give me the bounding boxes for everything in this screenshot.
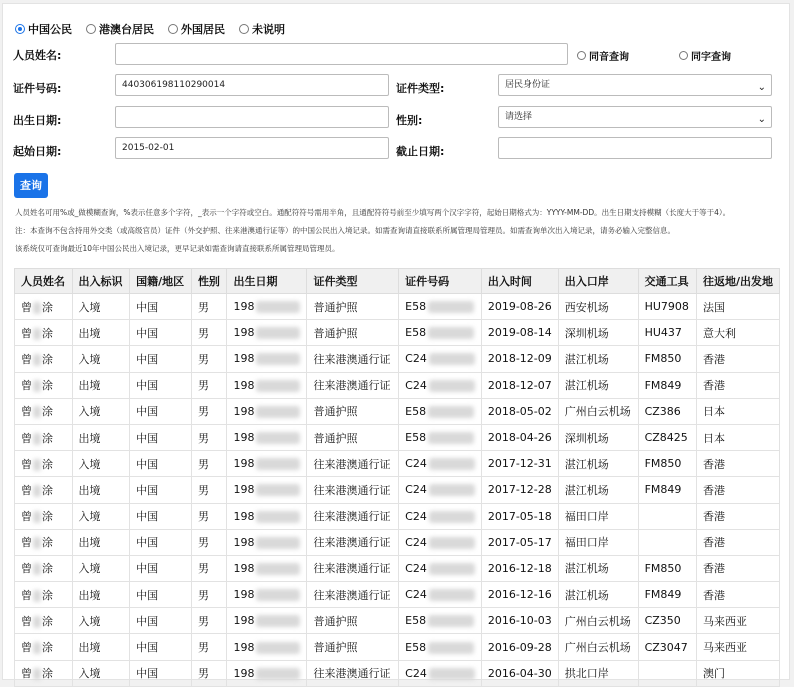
cell-birth-date: 198 <box>227 320 307 346</box>
cell-gender: 男 <box>191 424 227 450</box>
cell-id-type: 往来港澳通行证 <box>307 582 399 608</box>
col-header-birth-date: 出生日期 <box>227 269 307 294</box>
cell-id-number: C24 <box>399 372 482 398</box>
cell-destination: 香港 <box>696 477 779 503</box>
table-row[interactable] <box>15 634 780 660</box>
table-header-row <box>15 269 780 294</box>
cell-birth-date: 198 <box>227 634 307 660</box>
name-input[interactable] <box>115 43 568 65</box>
cell-transport: CZ386 <box>638 398 696 424</box>
fuzzy-search-note: 人员姓名可用%或_做模糊查询，%表示任意多个字符，_表示一个字符或空白。通配符符号需用半角，且通配符符号前至少填写两个汉字字符，起始日期格式为：YYYY-MM-DD。出生日期支持模糊（长度大于等于4）。 <box>15 208 731 217</box>
cell-transport: FM850 <box>638 451 696 477</box>
cell-name: 曾 涂 <box>15 320 73 346</box>
table-row[interactable] <box>15 372 780 398</box>
cell-time: 2017-05-17 <box>481 529 558 555</box>
cell-time: 2016-09-28 <box>481 634 558 660</box>
cell-port: 广州白云机场 <box>558 608 638 634</box>
cell-name: 曾 涂 <box>15 582 73 608</box>
cell-name: 曾 涂 <box>15 529 73 555</box>
cell-name: 曾 涂 <box>15 660 73 686</box>
cell-nationality: 中国 <box>130 660 192 686</box>
cell-gender: 男 <box>191 372 227 398</box>
cell-transport: FM850 <box>638 555 696 581</box>
cell-time: 2016-10-03 <box>481 608 558 634</box>
cell-birth-date: 198 <box>227 555 307 581</box>
cell-direction: 入境 <box>72 503 130 529</box>
cell-name: 曾 涂 <box>15 503 73 529</box>
cell-name: 曾 涂 <box>15 608 73 634</box>
homophone-option[interactable]: 同音查询 <box>577 48 629 63</box>
cell-time: 2016-12-16 <box>481 582 558 608</box>
end-date-input[interactable] <box>498 137 772 159</box>
table-row[interactable] <box>15 424 780 450</box>
cell-port: 拱北口岸 <box>558 660 638 686</box>
cell-nationality: 中国 <box>130 424 192 450</box>
cell-port: 湛江机场 <box>558 451 638 477</box>
end-date-label: 截止日期: <box>396 145 445 158</box>
cell-port: 福田口岸 <box>558 503 638 529</box>
birth-date-input[interactable] <box>115 106 389 128</box>
cell-destination: 马来西亚 <box>696 608 779 634</box>
cell-nationality: 中国 <box>130 555 192 581</box>
cell-transport <box>638 529 696 555</box>
cell-time: 2018-12-09 <box>481 346 558 372</box>
cell-name: 曾 涂 <box>15 294 73 320</box>
nationality-radio-group <box>15 21 299 37</box>
cell-nationality: 中国 <box>130 451 192 477</box>
cell-direction: 入境 <box>72 660 130 686</box>
cell-birth-date: 198 <box>227 424 307 450</box>
radio-unchecked-icon <box>239 24 249 34</box>
cell-birth-date: 198 <box>227 477 307 503</box>
cell-port: 湛江机场 <box>558 372 638 398</box>
cell-direction: 入境 <box>72 346 130 372</box>
gender-select[interactable]: 请选择 ⌄ <box>498 106 772 128</box>
cell-id-number: C24 <box>399 503 482 529</box>
cell-time: 2018-04-26 <box>481 424 558 450</box>
cell-id-number: E58 <box>399 424 482 450</box>
cell-name: 曾 涂 <box>15 424 73 450</box>
col-header-id-type: 证件类型 <box>307 269 399 294</box>
cell-gender: 男 <box>191 529 227 555</box>
cell-birth-date: 198 <box>227 398 307 424</box>
cell-destination: 香港 <box>696 503 779 529</box>
cell-direction: 出境 <box>72 634 130 660</box>
radio-checked-icon <box>15 24 25 34</box>
cell-id-type: 普通护照 <box>307 608 399 634</box>
cell-time: 2018-12-07 <box>481 372 558 398</box>
cell-birth-date: 198 <box>227 294 307 320</box>
table-row[interactable] <box>15 346 780 372</box>
cell-port: 湛江机场 <box>558 555 638 581</box>
cell-direction: 出境 <box>72 372 130 398</box>
cell-name: 曾 涂 <box>15 555 73 581</box>
birth-date-label: 出生日期: <box>13 114 62 127</box>
col-header-time: 出入时间 <box>481 269 558 294</box>
col-header-id-number: 证件号码 <box>399 269 482 294</box>
cell-nationality: 中国 <box>130 477 192 503</box>
query-panel <box>2 3 790 680</box>
cell-id-type: 往来港澳通行证 <box>307 555 399 581</box>
cell-id-number: E58 <box>399 398 482 424</box>
table-row[interactable] <box>15 660 780 686</box>
cell-transport: FM850 <box>638 346 696 372</box>
cell-port: 深圳机场 <box>558 320 638 346</box>
cell-time: 2019-08-14 <box>481 320 558 346</box>
cell-id-type: 往来港澳通行证 <box>307 529 399 555</box>
cell-id-type: 往来港澳通行证 <box>307 503 399 529</box>
cell-port: 湛江机场 <box>558 477 638 503</box>
cell-id-number: E58 <box>399 294 482 320</box>
cell-id-type: 普通护照 <box>307 398 399 424</box>
start-date-label: 起始日期: <box>13 145 62 158</box>
col-header-transport: 交通工具 <box>638 269 696 294</box>
records-table <box>14 268 780 687</box>
cell-direction: 出境 <box>72 424 130 450</box>
cell-birth-date: 198 <box>227 451 307 477</box>
cell-time: 2017-12-28 <box>481 477 558 503</box>
chevron-down-icon: ⌄ <box>757 114 766 125</box>
cell-destination: 香港 <box>696 529 779 555</box>
name-label: 人员姓名: <box>13 49 62 62</box>
col-header-gender: 性别 <box>191 269 227 294</box>
cell-destination: 香港 <box>696 582 779 608</box>
cell-gender: 男 <box>191 503 227 529</box>
cell-direction: 入境 <box>72 608 130 634</box>
search-button[interactable]: 查询 <box>14 173 48 198</box>
cell-destination: 澳门 <box>696 660 779 686</box>
cell-id-number: C24 <box>399 451 482 477</box>
cell-birth-date: 198 <box>227 372 307 398</box>
cell-name: 曾 涂 <box>15 477 73 503</box>
cell-id-type: 普通护照 <box>307 320 399 346</box>
cell-nationality: 中国 <box>130 529 192 555</box>
cell-transport: HU437 <box>638 320 696 346</box>
cell-id-type: 往来港澳通行证 <box>307 372 399 398</box>
cell-gender: 男 <box>191 608 227 634</box>
cell-nationality: 中国 <box>130 503 192 529</box>
cell-nationality: 中国 <box>130 582 192 608</box>
cell-nationality: 中国 <box>130 346 192 372</box>
chevron-down-icon: ⌄ <box>757 82 766 93</box>
cell-destination: 香港 <box>696 346 779 372</box>
cell-gender: 男 <box>191 582 227 608</box>
cell-birth-date: 198 <box>227 582 307 608</box>
radio-unchecked-icon <box>168 24 178 34</box>
cell-destination: 香港 <box>696 451 779 477</box>
cell-port: 西安机场 <box>558 294 638 320</box>
table-row[interactable] <box>15 503 780 529</box>
cell-destination: 法国 <box>696 294 779 320</box>
cell-gender: 男 <box>191 451 227 477</box>
cell-port: 湛江机场 <box>558 346 638 372</box>
radio-foreign-resident[interactable]: 外国居民 <box>168 21 225 37</box>
cell-port: 福田口岸 <box>558 529 638 555</box>
cell-id-number: C24 <box>399 477 482 503</box>
cell-transport: CZ3047 <box>638 634 696 660</box>
cell-id-type: 往来港澳通行证 <box>307 660 399 686</box>
cell-direction: 出境 <box>72 320 130 346</box>
table-row[interactable] <box>15 451 780 477</box>
cell-id-type: 往来港澳通行证 <box>307 477 399 503</box>
cell-direction: 出境 <box>72 529 130 555</box>
start-date-input[interactable]: 2015-02-01 <box>115 137 389 159</box>
radio-unchecked-icon <box>679 51 688 60</box>
col-header-port: 出入口岸 <box>558 269 638 294</box>
cell-transport: HU7908 <box>638 294 696 320</box>
table-row[interactable] <box>15 529 780 555</box>
cell-id-type: 普通护照 <box>307 424 399 450</box>
cell-gender: 男 <box>191 660 227 686</box>
cell-birth-date: 198 <box>227 660 307 686</box>
cell-birth-date: 198 <box>227 346 307 372</box>
cell-gender: 男 <box>191 346 227 372</box>
cell-time: 2017-12-31 <box>481 451 558 477</box>
cell-destination: 意大利 <box>696 320 779 346</box>
cell-id-number: C24 <box>399 529 482 555</box>
col-header-name: 人员姓名 <box>15 269 73 294</box>
cell-id-type: 往来港澳通行证 <box>307 346 399 372</box>
table-row[interactable] <box>15 555 780 581</box>
cell-name: 曾 涂 <box>15 372 73 398</box>
cell-direction: 出境 <box>72 582 130 608</box>
radio-chinese-citizen[interactable]: 中国公民 <box>15 21 72 37</box>
id-number-label: 证件号码: <box>13 82 62 95</box>
cell-direction: 入境 <box>72 398 130 424</box>
cell-transport: FM849 <box>638 372 696 398</box>
cell-destination: 日本 <box>696 398 779 424</box>
cell-transport <box>638 503 696 529</box>
cell-id-number: C24 <box>399 555 482 581</box>
cell-id-number: E58 <box>399 320 482 346</box>
col-header-destination: 往返地/出发地 <box>696 269 779 294</box>
cell-id-number: E58 <box>399 634 482 660</box>
cell-port: 深圳机场 <box>558 424 638 450</box>
cell-id-number: E58 <box>399 608 482 634</box>
radio-hk-macao-taiwan[interactable]: 港澳台居民 <box>86 21 154 37</box>
cell-destination: 日本 <box>696 424 779 450</box>
cell-name: 曾 涂 <box>15 398 73 424</box>
cell-birth-date: 198 <box>227 529 307 555</box>
id-type-select[interactable]: 居民身份证 ⌄ <box>498 74 772 96</box>
table-row[interactable] <box>15 477 780 503</box>
cell-port: 广州白云机场 <box>558 398 638 424</box>
cell-gender: 男 <box>191 320 227 346</box>
cell-nationality: 中国 <box>130 320 192 346</box>
cell-port: 湛江机场 <box>558 582 638 608</box>
radio-unchecked-icon <box>86 24 96 34</box>
cell-time: 2016-04-30 <box>481 660 558 686</box>
table-row[interactable] <box>15 320 780 346</box>
cell-id-type: 普通护照 <box>307 294 399 320</box>
cell-time: 2019-08-26 <box>481 294 558 320</box>
cell-name: 曾 涂 <box>15 451 73 477</box>
exclusion-note: 注：本查询不包含持用外交类（或高级官员）证件（外交护照、往来港澳通行证等）的中国公民出入境记录。如需查询请直接联系所属管理局管理员。如需查询单次出入境记录，请务必输入完整信息。 <box>15 226 675 235</box>
col-header-nationality: 国籍/地区 <box>130 269 192 294</box>
cell-nationality: 中国 <box>130 294 192 320</box>
cell-transport <box>638 660 696 686</box>
cell-direction: 入境 <box>72 451 130 477</box>
cell-time: 2017-05-18 <box>481 503 558 529</box>
id-type-label: 证件类型: <box>396 82 445 95</box>
cell-port: 广州白云机场 <box>558 634 638 660</box>
cell-time: 2016-12-18 <box>481 555 558 581</box>
col-header-direction: 出入标识 <box>72 269 130 294</box>
cell-id-type: 往来港澳通行证 <box>307 451 399 477</box>
cell-name: 曾 涂 <box>15 634 73 660</box>
cell-birth-date: 198 <box>227 503 307 529</box>
table-row[interactable] <box>15 398 780 424</box>
cell-transport: CZ8425 <box>638 424 696 450</box>
radio-unspecified[interactable]: 未说明 <box>239 21 285 37</box>
radio-unchecked-icon <box>577 51 586 60</box>
range-note: 该系统仅可查询最近10年中国公民出入境记录，更早记录如需查询请直接联系所属管理局管理员。 <box>15 244 340 253</box>
cell-nationality: 中国 <box>130 398 192 424</box>
gender-label: 性别: <box>396 114 423 127</box>
cell-direction: 入境 <box>72 555 130 581</box>
cell-nationality: 中国 <box>130 372 192 398</box>
table-row[interactable] <box>15 294 780 320</box>
cell-direction: 出境 <box>72 477 130 503</box>
cell-destination: 香港 <box>696 555 779 581</box>
cell-id-number: C24 <box>399 346 482 372</box>
same-char-option[interactable]: 同字查询 <box>679 48 731 63</box>
cell-id-number: C24 <box>399 582 482 608</box>
table-row[interactable] <box>15 582 780 608</box>
cell-destination: 香港 <box>696 372 779 398</box>
cell-gender: 男 <box>191 555 227 581</box>
cell-id-type: 普通护照 <box>307 634 399 660</box>
cell-nationality: 中国 <box>130 608 192 634</box>
cell-gender: 男 <box>191 634 227 660</box>
cell-gender: 男 <box>191 294 227 320</box>
cell-destination: 马来西亚 <box>696 634 779 660</box>
cell-time: 2018-05-02 <box>481 398 558 424</box>
cell-id-number: C24 <box>399 660 482 686</box>
cell-name: 曾 涂 <box>15 346 73 372</box>
cell-nationality: 中国 <box>130 634 192 660</box>
cell-gender: 男 <box>191 398 227 424</box>
cell-birth-date: 198 <box>227 608 307 634</box>
cell-direction: 入境 <box>72 294 130 320</box>
table-row[interactable] <box>15 608 780 634</box>
cell-transport: FM849 <box>638 582 696 608</box>
id-number-input[interactable]: 440306198110290014 <box>115 74 389 96</box>
cell-gender: 男 <box>191 477 227 503</box>
cell-transport: CZ350 <box>638 608 696 634</box>
cell-transport: FM849 <box>638 477 696 503</box>
